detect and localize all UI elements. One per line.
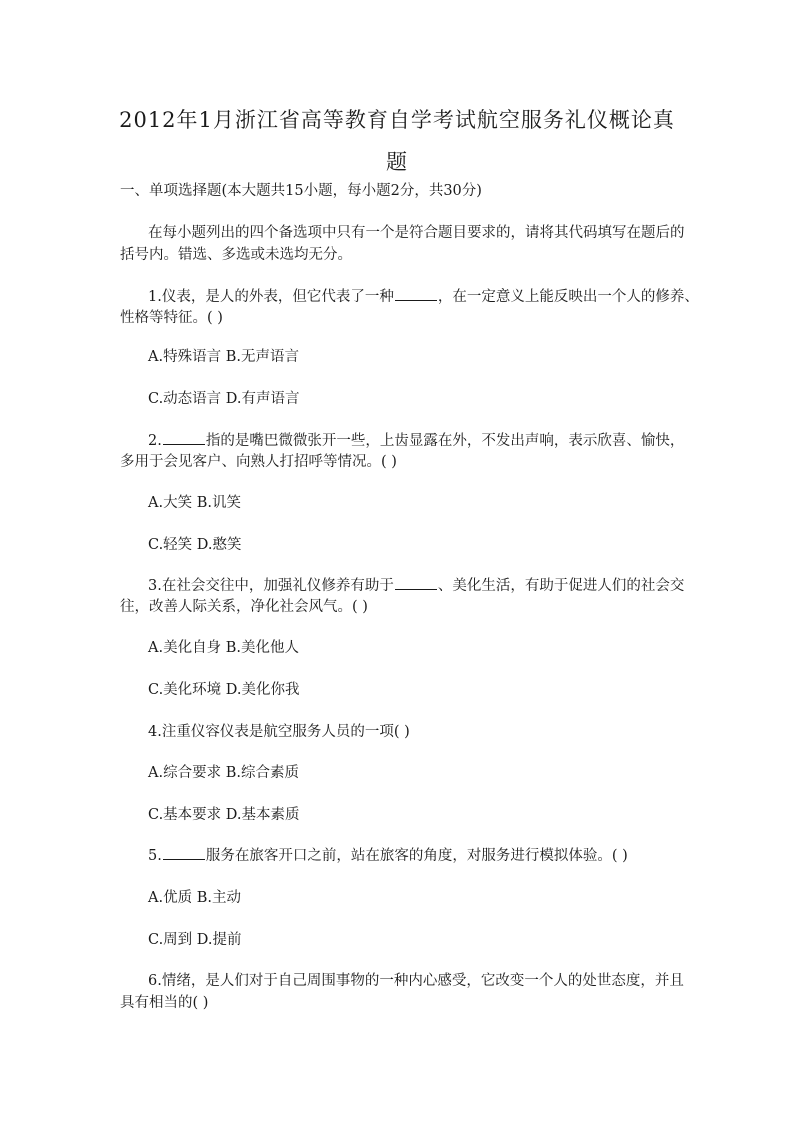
question-2-options-ab: A.大笑 B.讥笑 (148, 495, 241, 511)
question-3-text-after: 、美化生活，有助于促进人们的社会交 (437, 578, 685, 594)
exam-title-line1: 2012年1月浙江省高等教育自学考试航空服务礼仪概论真 (119, 108, 675, 132)
question-2-text-after: 指的是嘴巴微微张开一些，上齿显露在外，不发出声响，表示欣喜、愉快， (205, 433, 685, 449)
question-1-text-before: 1.仪表，是人的外表，但它代表了一种 (148, 289, 394, 305)
question-5-options-ab: A.优质 B.主动 (148, 890, 241, 906)
question-1-options-cd: C.动态语言 D.有声语言 (148, 391, 300, 407)
question-1-options-ab: A.特殊语言 B.无声语言 (148, 349, 299, 365)
question-3-options-cd: C.美化环境 D.美化你我 (148, 682, 300, 698)
question-3-line1 (148, 575, 684, 597)
section-heading: 一、单项选择题(本大题共15小题，每小题2分，共30分) (120, 183, 482, 199)
question-3-options-ab: A.美化自身 B.美化他人 (148, 640, 299, 656)
question-4-options-cd: C.基本要求 D.基本素质 (148, 807, 300, 823)
answer-blank (163, 430, 205, 445)
question-3-text-before: 3.在社会交往中，加强礼仪修养有助于 (148, 578, 394, 594)
question-5-text-before: 5. (148, 848, 162, 864)
question-3-line2: 往，改善人际关系，净化社会风气。( ) (120, 599, 368, 615)
question-2-options-cd: C.轻笑 D.憨笑 (148, 537, 242, 553)
instruction-line2: 括号内。错选、多选或未选均无分。 (120, 247, 352, 263)
answer-blank (395, 575, 437, 590)
question-5-text-after: 服务在旅客开口之前，站在旅客的角度，对服务进行模拟体验。( ) (205, 848, 628, 864)
question-6-line2: 具有相当的( ) (120, 995, 209, 1011)
answer-blank (163, 845, 205, 860)
question-2-line1 (148, 430, 684, 452)
instruction-line1: 在每小题列出的四个备选项中只有一个是符合题目要求的，请将其代码填写在题后的 (148, 225, 685, 241)
question-1-line2: 性格等特征。( ) (120, 310, 223, 326)
question-5-line1 (148, 845, 628, 867)
question-4-options-ab: A.综合要求 B.综合素质 (148, 765, 299, 781)
answer-blank (395, 286, 437, 301)
exam-title-line2: 题 (386, 150, 408, 174)
question-2-text-before: 2. (148, 433, 162, 449)
question-6-line1: 6.情绪，是人们对于自己周围事物的一种内心感受，它改变一个人的处世态度，并且 (148, 973, 684, 989)
question-1-text-after: ，在一定意义上能反映出一个人的修养、 (437, 289, 699, 305)
question-1-line1 (148, 286, 699, 308)
question-5-options-cd: C.周到 D.提前 (148, 932, 242, 948)
question-4-line1: 4.注重仪容仪表是航空服务人员的一项( ) (148, 724, 410, 740)
question-2-line2: 多用于会见客户、向熟人打招呼等情况。( ) (120, 454, 397, 470)
